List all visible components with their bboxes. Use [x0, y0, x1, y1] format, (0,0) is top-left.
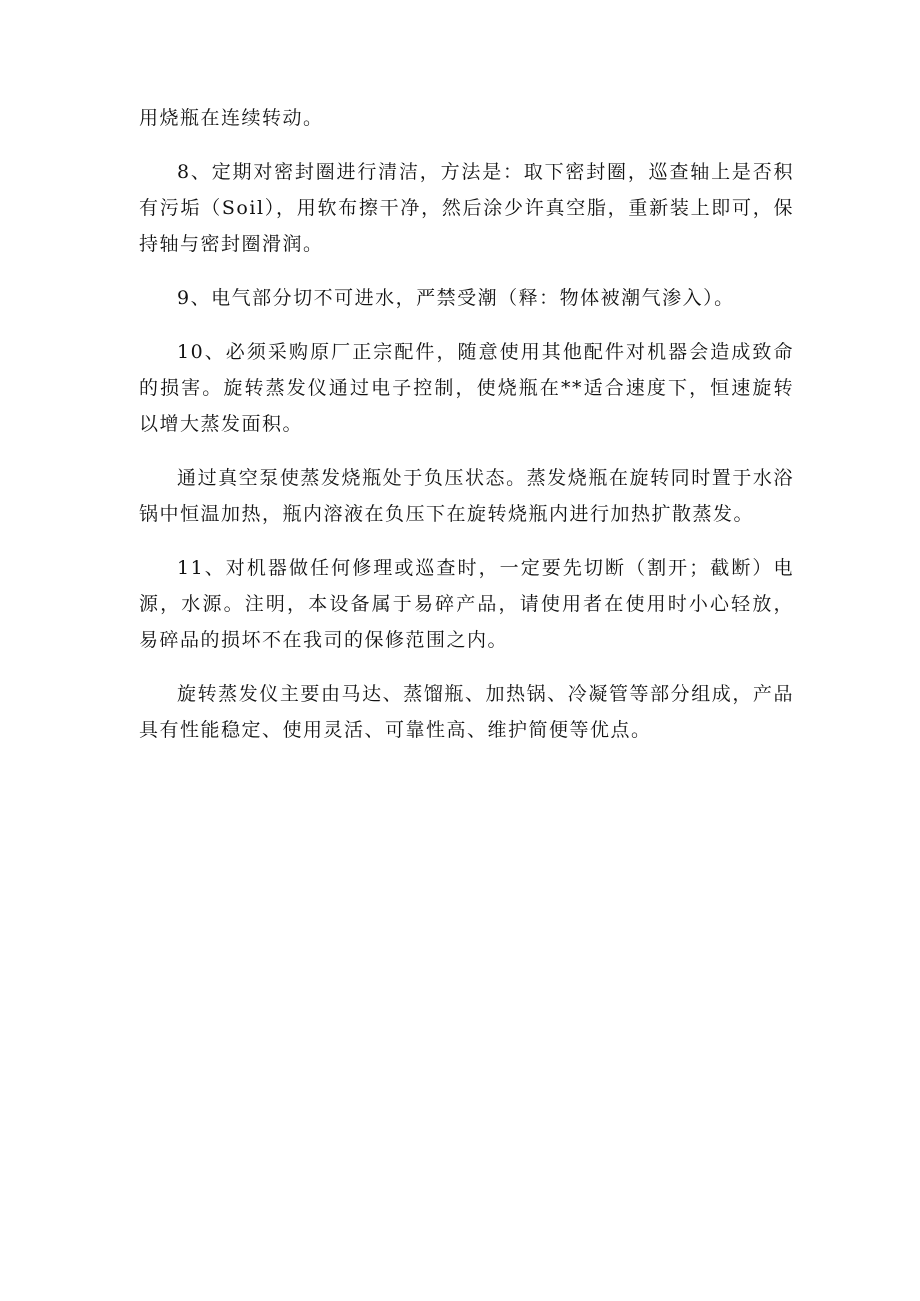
paragraph-vacuum-description: 通过真空泵使蒸发烧瓶处于负压状态。蒸发烧瓶在旋转同时置于水浴锅中恒温加热，瓶内溶液在负压下在旋转烧瓶内进行加热扩散蒸发。 — [139, 467, 794, 525]
paragraph-continued: 用烧瓶在连续转动。 — [139, 107, 324, 129]
document-body — [139, 100, 794, 766]
paragraph-item-10: 10、必须采购原厂正宗配件，随意使用其他配件对机器会造成致命的损害。旋转蒸发仪通过电子控制，使烧瓶在**适合速度下，恒速旋转以增大蒸发面积。 — [139, 341, 794, 435]
paragraph-product-summary: 旋转蒸发仪主要由马达、蒸馏瓶、加热锅、冷凝管等部分组成，产品具有性能稳定、使用灵活、可靠性高、维护简便等优点。 — [139, 683, 794, 741]
paragraph-item-8: 8、定期对密封圈进行清洁，方法是：取下密封圈，巡查轴上是否积有污垢（Soil），用软布擦干净，然后涂少许真空脂，重新装上即可，保持轴与密封圈滑润。 — [139, 161, 794, 255]
paragraph-item-11: 11、对机器做任何修理或巡查时，一定要先切断（割开；截断）电源，水源。注明，本设备属于易碎产品，请使用者在使用时小心轻放，易碎品的损坏不在我司的保修范围之内。 — [139, 557, 794, 651]
paragraph-item-9: 9、电气部分切不可进水，严禁受潮（释：物体被潮气渗入）。 — [177, 287, 735, 309]
